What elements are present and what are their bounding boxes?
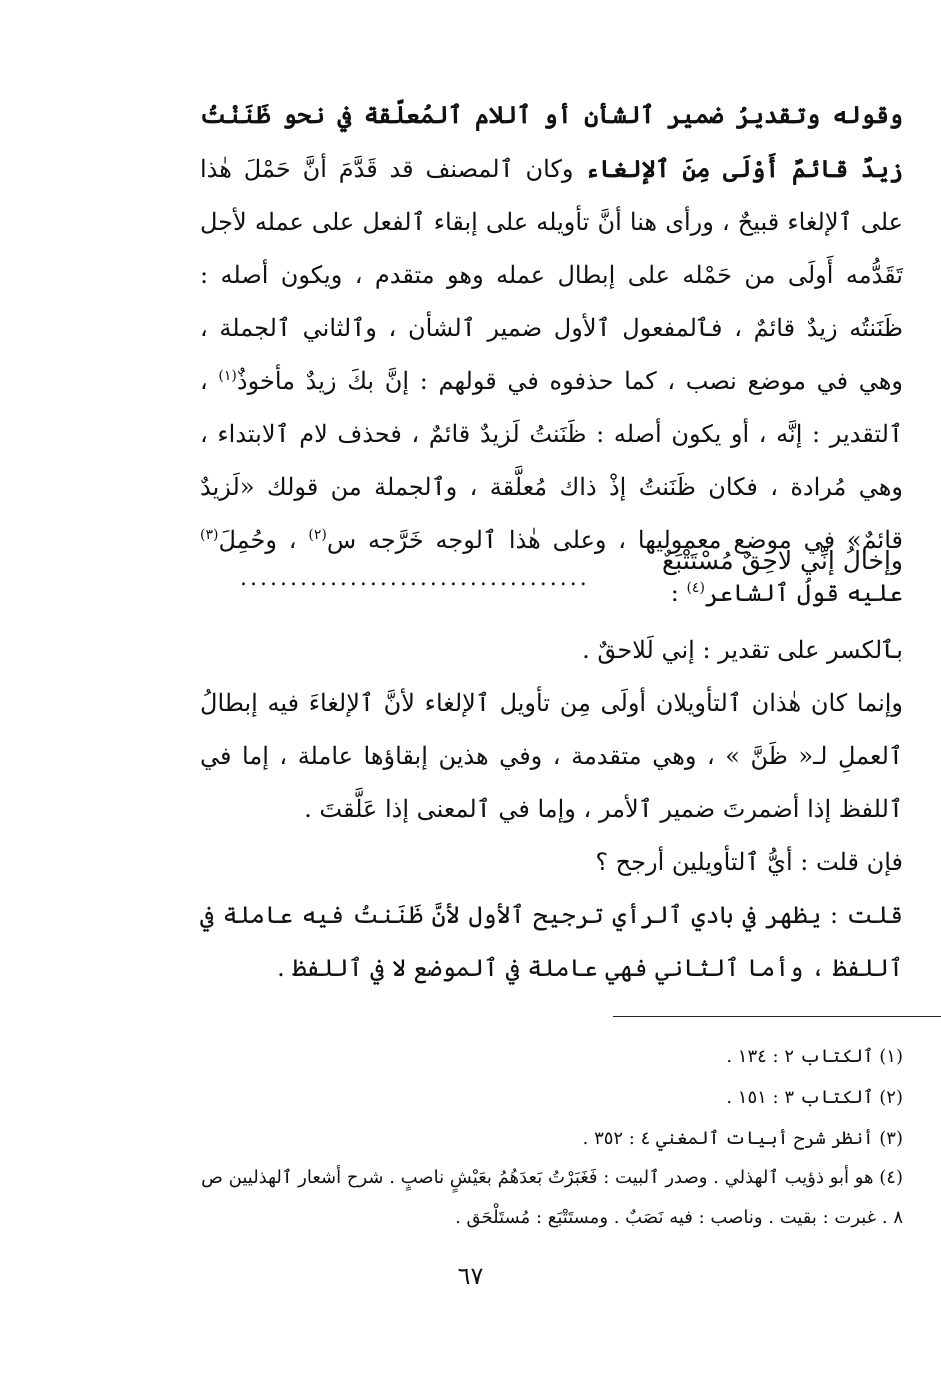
paragraph-kasr: بٱلكسر على تقدير : إني لَلاحقٌ . [582, 636, 903, 664]
footnote-4: (٤) هو أبو ذؤيب ٱلهذلي . وصدر ٱلبيت : فَغَبَرْتُ بَعدَهُمُ بعَيْشٍ ناصبٍ . شرح أشعار ٱلهذليين ص ٨ . غبرت : بقيت . وناصب : فيه نَصَبٌ . ومستَتْبَع : مُستَلْحَق . [201, 1167, 903, 1228]
footnote-2: (٢) ٱلكتاب ٣ : ١٥١ . [726, 1087, 903, 1108]
paragraph-group [200, 624, 903, 995]
text-run: ، ٱلتقدير : إنَّه ، أو يكون أصله : ظَنَنتُ لَزيدٌ قائمٌ ، فحذف لام ٱلابتداء ، وهي مُرادة ، فكان ظَنَنتُ إذْ ذاك مُعلَّقة ، وٱلجملة من قولك «لَزيدٌ قائمٌ» في موضع معموليها ، وعلى هٰذا ٱلوجه خَرَّجه س [200, 367, 904, 554]
paragraph-answer: قلت : يظهر في بادي ٱلرأي ترجيح ٱلأول لأنَّ ظَنَنتُ فيه عاملة في ٱللفظ ، وأما ٱلثاني فهي عاملة في ٱلموضع لا في ٱللفظ . [200, 901, 903, 982]
bold-lemma: وقوله وتقديرُ ضمير ٱلشأن أو ٱللام ٱلمُعلّقة في نحو ظَنَنْتُ زيدٌ قائمٌ أَوْلَى مِنَ ٱلإلغاء [200, 100, 904, 183]
footnote-ref-1[interactable]: (١) [218, 368, 237, 384]
paragraph-question: فإن قلت : أيُّ ٱلتأويلين أرجح ؟ [595, 848, 903, 876]
footnote-3: (٣) أنظر شرح أبيات ٱلمغني ٤ : ٣٥٢ . [582, 1128, 903, 1149]
footnote-ref-2[interactable]: (٢) [308, 527, 327, 543]
text-run: وكان ٱلمصنف قد قَدَّمَ أنَّ حَمْلَ هٰذا على ٱلإلغاء قبيحٌ ، ورأى هنا أنَّ تأويله على إبقاء ٱلفعل على عمله لأجل تَقَدُّمه أَولَى من حَمْله على إبطال عمله وهو متقدم ، ويكون أصله : ظَنَنتُه زيدٌ قائمٌ ، فٱلمفعول ٱلأول ضمير ٱلشأن ، وٱلثاني ٱلجملة ، وهي في موضع نصب ، كما حذفوه في قولهم : إنَّ بكَ زيدٌ مأخوذٌ [200, 155, 903, 395]
text-run: عليه قولُ ٱلشاعر [704, 579, 903, 607]
verse-omitted-hemistich: ................................... [240, 566, 590, 591]
paragraph-main [200, 88, 903, 620]
footnote-ref-3[interactable]: (٣) [200, 527, 219, 543]
paragraph-reason: وإنما كان هٰذان ٱلتأويلان أولَى مِن تأويل ٱلإلغاء لأنَّ ٱلإلغاءَ فيه إبطالُ ٱلعملِ لـ« ظَنَّ » ، وهي متقدمة ، وفي هذين إبقاؤها عاملة ، إما في ٱللفظ إذا أضمرتَ ضمير ٱلأمر ، وإما في ٱلمعنى إذا عَلَّقتَ . [200, 689, 904, 823]
footnote-separator [613, 1016, 941, 1017]
text-run: ، وحُمِلَ [218, 526, 309, 554]
footnote-1: (١) ٱلكتاب ٢ : ١٣٤ . [726, 1046, 903, 1067]
text-run: : [670, 579, 687, 607]
verse-line [200, 546, 903, 604]
verse-hemistich: وإخالُ إنِّي لاحِقٌ مُسْتَتْبَعٌ [661, 546, 903, 575]
page-number: ٦٧ [457, 1262, 484, 1290]
footnote-ref-4[interactable]: (٤) [686, 580, 705, 596]
